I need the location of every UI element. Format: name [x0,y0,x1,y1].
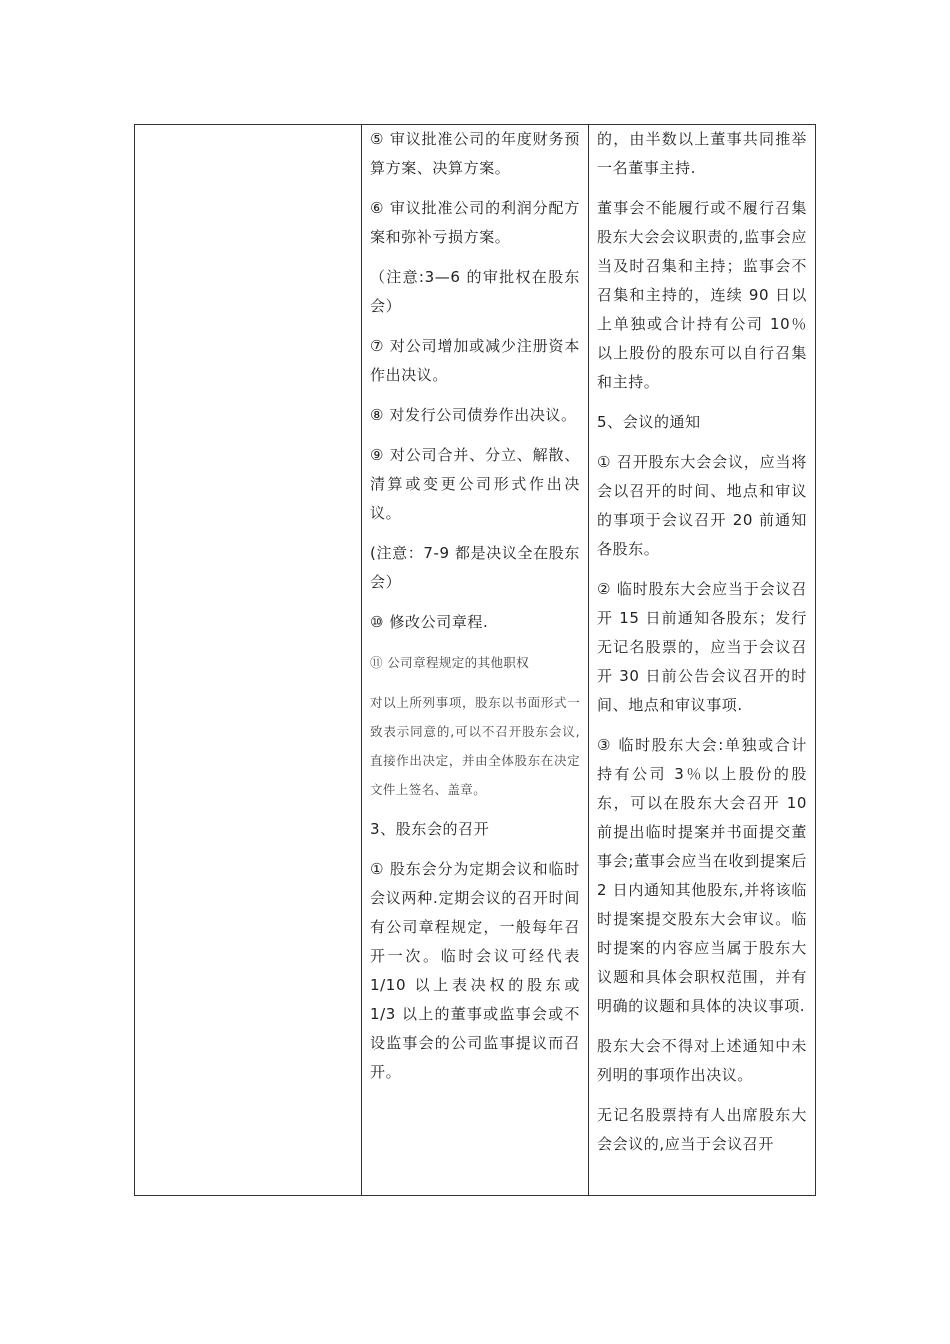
paragraph: ② 临时股东大会应当于会议召开 15 日前通知各股东；发行无记名股票的，应当于会议召开 30 日前公告会议召开的时间、地点和审议事项. [597,580,807,714]
paragraph: ③ 临时股东大会:单独或合计持有公司 3％以上股份的股东，可以在股东大会召开 10 前提出临时提案并书面提交董事会;董事会应当在收到提案后 2 日内通知其他股东,并将该临时提案提交股东大会审议。临时提案的内容应当属于股东大议题和具体会职权范围，并有明确的议题和具体的决议事项. [597,736,807,1015]
paragraph: ⑨ 对公司合并、分立、解散、清算或变更公司形式作出决议。 [370,446,580,522]
paragraph: ⑧ 对发行公司债券作出决议。 [370,406,577,424]
note-paragraph: (注意：7-9 都是决议全在股东会） [370,544,580,591]
paragraph: ⑩ 修改公司章程. [370,613,489,631]
paragraph: ⑤ 审议批准公司的年度财务预算方案、决算方案。 [370,130,580,177]
paragraph: 的，由半数以上董事共同推举一名董事主持. [597,130,807,177]
paragraph: 董事会不能履行或不履行召集股东大会会议职责的,监事会应当及时召集和主持；监事会不召集和主持的，连续 90 日以上单独或合计持有公司 10％以上股份的股东可以自行召集和主持。 [597,199,807,391]
paragraph: 无记名股票持有人出席股东大会会议的,应当于会议召开 [597,1106,807,1153]
paragraph: 股东大会不得对上述通知中未列明的事项作出决议。 [597,1037,807,1084]
section-heading: 5、会议的通知 [597,413,701,431]
paragraph: ⑥ 审议批准公司的利润分配方案和弥补亏损方案。 [370,199,580,246]
paragraph: ① 股东会分为定期会议和临时会议两种.定期会议的召开时间有公司章程规定，一般每年召开一次。临时会议可经代表 1/10 以上表决权的股东或 1/3 以上的董事或监事会或不设监事会的公司监事提议而召开。 [370,860,580,1081]
paragraph-small: ⑪ 公司章程规定的其他职权 [370,655,530,670]
section-heading: 3、股东会的召开 [370,820,490,838]
note-paragraph: （注意:3—6 的审批权在股东会） [370,268,580,315]
paragraph: ⑦ 对公司增加或减少注册资本作出决议。 [370,337,580,384]
paragraph: ① 召开股东大会会议，应当将会以召开的时间、地点和审议的事项于会议召开 20 前通知各股东。 [597,453,807,558]
table-column-2 [362,125,589,1195]
table-column-3 [589,125,815,1195]
document-table [134,124,816,1196]
paragraph-small: 对以上所列事项，股东以书面形式一致表示同意的,可以不召开股东会议,直接作出决定，并由全体股东在决定文件上签名、盖章。 [370,695,580,797]
table-column-1 [135,125,362,1195]
